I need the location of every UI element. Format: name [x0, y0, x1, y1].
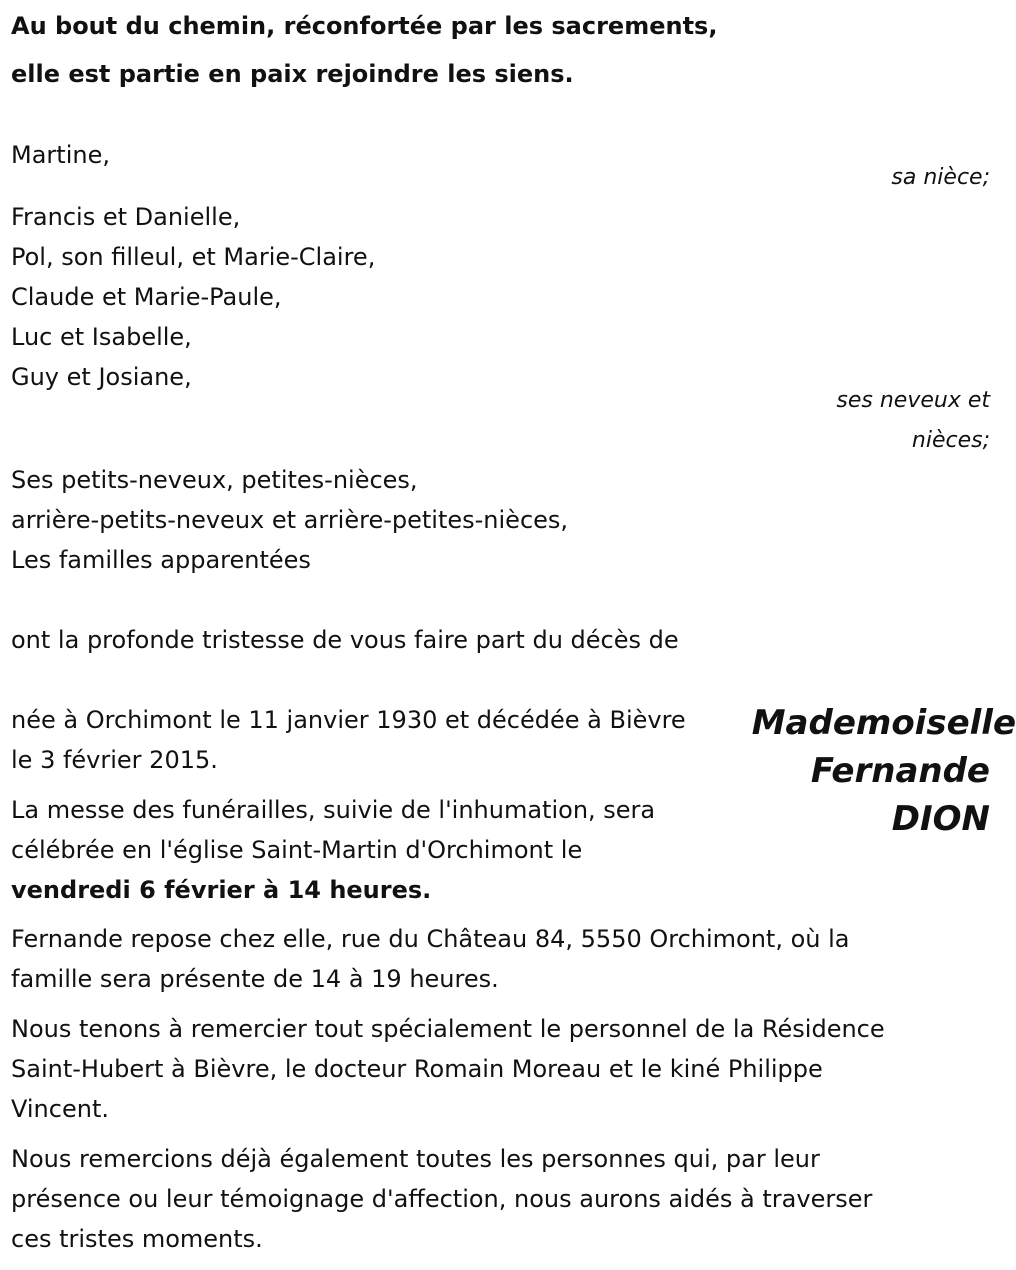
extended-family-line: Ses petits-neveux, petites-nièces,	[11, 466, 418, 494]
deceased-last-name: DION	[891, 799, 990, 839]
nephews-role-line-2: nièces;	[911, 428, 990, 453]
funeral-date-time: vendredi 6 février à 14 heures.	[11, 876, 432, 904]
extended-family-line: arrière-petits-neveux et arrière-petites-nièces,	[11, 506, 569, 534]
thanks-all-line-3: ces tristes moments.	[11, 1225, 263, 1253]
thanks-all-line-2: présence ou leur témoignage d'affection, nous aurons aidés à traverser	[11, 1185, 873, 1213]
thanks-all-line-1: Nous remercions déjà également toutes les personnes qui, par leur	[11, 1145, 820, 1173]
announcement-text: ont la profonde tristesse de vous faire part du décès de	[11, 626, 679, 654]
nephew-line: Luc et Isabelle,	[11, 323, 192, 351]
intro-line-2: elle est partie en paix rejoindre les siens.	[11, 60, 574, 88]
nephew-line: Claude et Marie-Paule,	[11, 283, 282, 311]
thanks-staff-line-2: Saint-Hubert à Bièvre, le docteur Romain Moreau et le kiné Philippe	[11, 1055, 823, 1083]
nephew-line: Pol, son filleul, et Marie-Claire,	[11, 243, 376, 271]
nephew-line: Francis et Danielle,	[11, 203, 241, 231]
funeral-line-1: La messe des funérailles, suivie de l'inhumation, sera	[11, 796, 656, 824]
niece-role: sa nièce;	[891, 165, 990, 190]
visitation-line-1: Fernande repose chez elle, rue du Château 84, 5550 Orchimont, où la	[11, 925, 850, 953]
nephew-line: Guy et Josiane,	[11, 363, 192, 391]
nephews-role-line-1: ses neveux et	[836, 388, 990, 413]
extended-family-line: Les familles apparentées	[11, 546, 311, 574]
birth-death-line-2: le 3 février 2015.	[11, 746, 218, 774]
birth-death-line-1: née à Orchimont le 11 janvier 1930 et décédée à Bièvre	[11, 706, 686, 734]
niece-name: Martine,	[11, 141, 110, 169]
funeral-line-2: célébrée en l'église Saint-Martin d'Orchimont le	[11, 836, 583, 864]
visitation-line-2: famille sera présente de 14 à 19 heures.	[11, 965, 499, 993]
deceased-title: Mademoiselle	[751, 703, 1016, 743]
thanks-staff-line-3: Vincent.	[11, 1095, 109, 1123]
intro-line-1: Au bout du chemin, réconfortée par les sacrements,	[11, 12, 718, 40]
thanks-staff-line-1: Nous tenons à remercier tout spécialement le personnel de la Résidence	[11, 1015, 885, 1043]
deceased-first-name: Fernande	[810, 751, 990, 791]
